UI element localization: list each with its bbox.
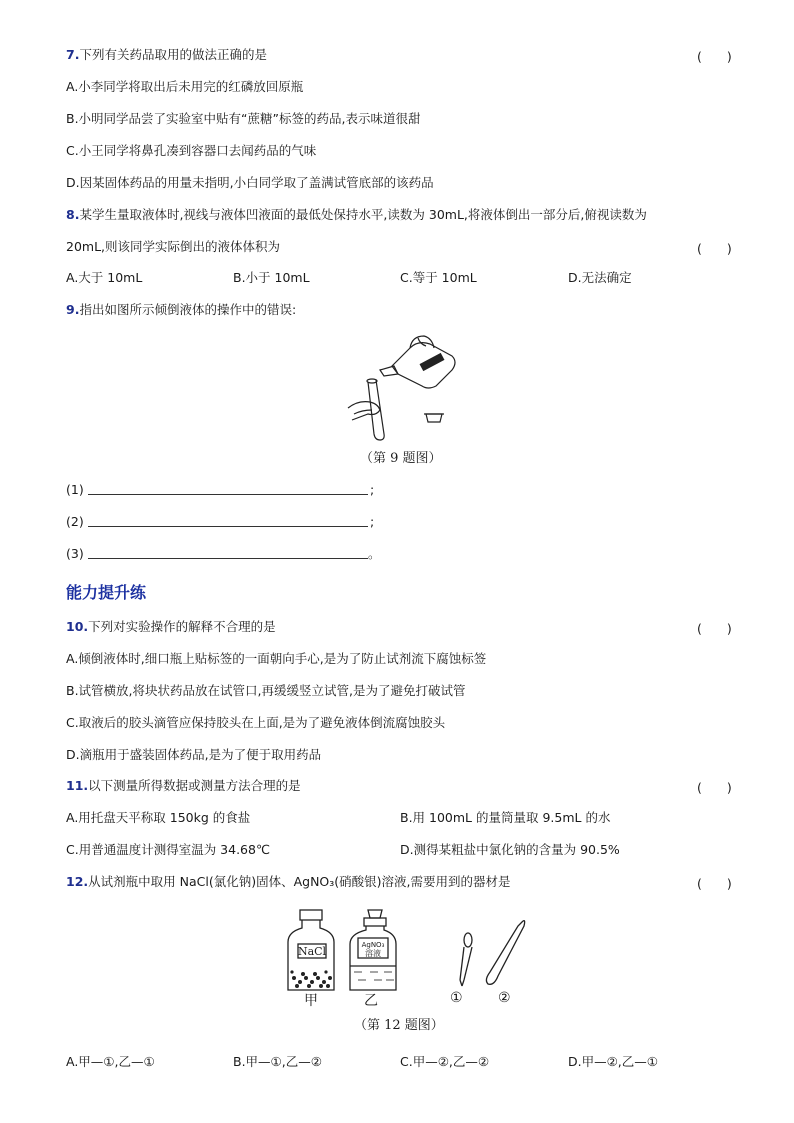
q9-stem: 9.指出如图所示倾倒液体的操作中的错误:	[66, 302, 297, 317]
q12-option-d: D.甲—②,乙—①	[568, 1054, 658, 1069]
q12-answer-paren: ( )	[697, 876, 732, 891]
q11-option-a: A.用托盘天平称取 150kg 的食盐	[66, 810, 251, 825]
q9-blank-3-end: 。	[368, 546, 381, 561]
bottle-yi-label-line2: 溶液	[365, 949, 381, 958]
q10-option-b: B.试管横放,将块状药品放在试管口,再缓缓竖立试管,是为了避免打破试管	[66, 683, 466, 698]
q10-answer-paren: ( )	[697, 621, 732, 636]
q8-option-c: C.等于 10mL	[400, 270, 477, 285]
q9-blank-2[interactable]	[88, 526, 368, 527]
q10-option-d: D.滴瓶用于盛装固体药品,是为了便于取用药品	[66, 747, 322, 762]
bottle-jia-label: NaCl	[297, 945, 327, 958]
q9-blank-3[interactable]	[88, 558, 368, 559]
q7-option-a: A.小李同学将取出后未用完的红磷放回原瓶	[66, 79, 304, 94]
q11-option-d: D.测得某粗盐中氯化钠的含量为 90.5%	[400, 842, 620, 857]
q7-option-b: B.小明同学品尝了实验室中贴有“蔗糖”标签的药品,表示味道很甜	[66, 111, 421, 126]
q12-option-c: C.甲—②,乙—②	[400, 1054, 490, 1069]
q9-blank-1[interactable]	[88, 494, 368, 495]
q8-stem-line1: 8.某学生量取液体时,视线与液体凹液面的最低处保持水平,读数为 30mL,将液体倒出一部分后,俯视读数为	[66, 207, 647, 222]
q10-stem: 10.下列对实验操作的解释不合理的是	[66, 619, 276, 634]
q7-option-d: D.因某固体药品的用量未指明,小白同学取了盖满试管底部的该药品	[66, 175, 434, 190]
dropper-name: ①	[450, 990, 463, 1006]
q7-answer-paren: ( )	[697, 49, 732, 64]
q8-option-b: B.小于 10mL	[233, 270, 310, 285]
q9-blank-1-end: ;	[370, 482, 375, 497]
q8-option-d: D.无法确定	[568, 270, 632, 285]
q10-option-c: C.取液后的胶头滴管应保持胶头在上面,是为了避免液体倒流腐蚀胶头	[66, 715, 446, 730]
q7-stem: 7.下列有关药品取用的做法正确的是	[66, 47, 267, 62]
spatula-name: ②	[498, 990, 511, 1006]
q11-option-c: C.用普通温度计测得室温为 34.68℃	[66, 842, 270, 857]
q11-option-b: B.用 100mL 的量筒量取 9.5mL 的水	[400, 810, 611, 825]
q8-stem-line2: 20mL,则该同学实际倒出的液体体积为	[66, 239, 281, 254]
section-title: 能力提升练	[66, 583, 147, 602]
bottle-yi-label-line1: AgNO₃	[361, 941, 385, 949]
q9-blank-1-label: (1)	[66, 482, 84, 497]
q11-answer-paren: ( )	[697, 780, 732, 795]
pouring-liquid-figure	[340, 330, 470, 445]
q9-blank-3-label: (3)	[66, 546, 84, 561]
q11-stem: 11.以下测量所得数据或测量方法合理的是	[66, 778, 301, 793]
q12-figure-caption: （第 12 题图）	[354, 1018, 444, 1033]
bottle-jia-name: 甲	[304, 993, 318, 1009]
q9-figure-caption: （第 9 题图）	[360, 451, 442, 466]
q12-option-a: A.甲—①,乙—①	[66, 1054, 155, 1069]
q12-option-b: B.甲—①,乙—②	[233, 1054, 322, 1069]
q7-option-c: C.小王同学将鼻孔凑到容器口去闻药品的气味	[66, 143, 317, 158]
bottle-yi-name: 乙	[364, 993, 378, 1009]
q8-option-a: A.大于 10mL	[66, 270, 143, 285]
q12-stem: 12.从试剂瓶中取用 NaCl(氯化钠)固体、AgNO₃(硝酸银)溶液,需要用到的器材是	[66, 874, 511, 889]
q9-blank-2-label: (2)	[66, 514, 84, 529]
q9-blank-2-end: ;	[370, 514, 375, 529]
q10-option-a: A.倾倒液体时,细口瓶上贴标签的一面朝向手心,是为了防止试剂流下腐蚀标签	[66, 651, 487, 666]
reagent-bottles-figure	[284, 908, 534, 993]
q8-answer-paren: ( )	[697, 241, 732, 256]
